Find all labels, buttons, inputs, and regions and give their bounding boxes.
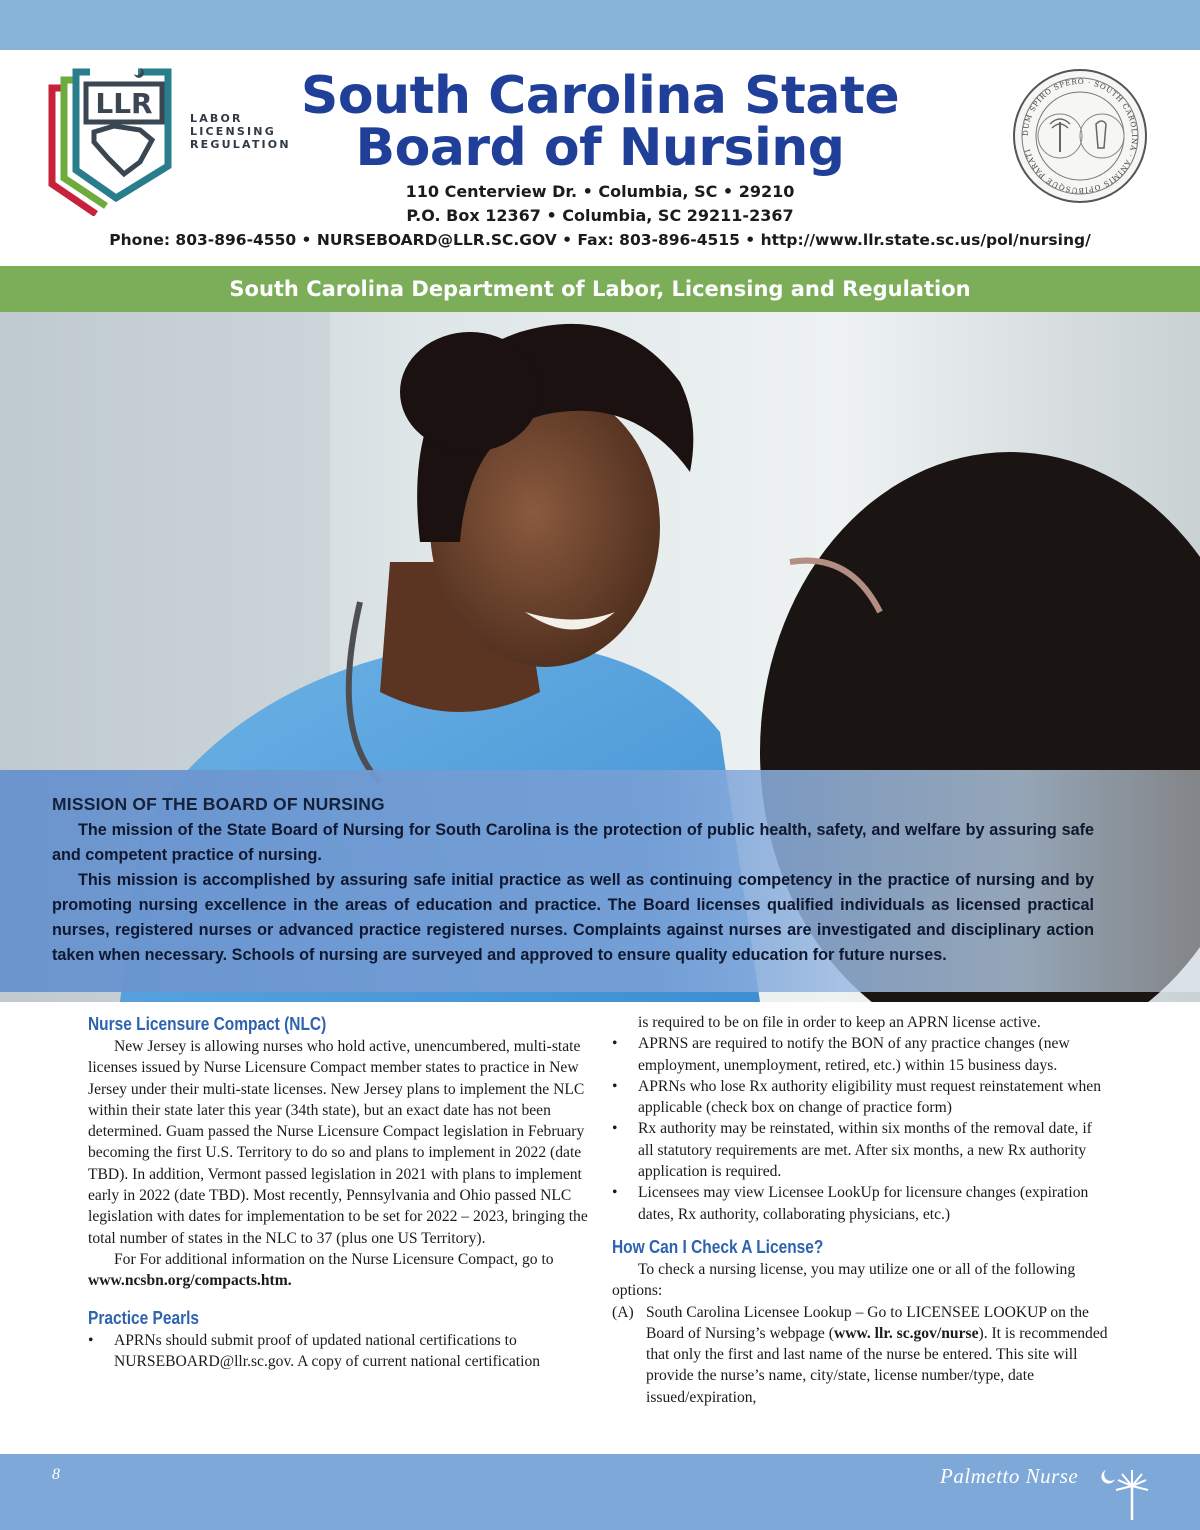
palmetto-moon-icon	[1092, 1464, 1152, 1524]
option-a-text-2: ). It is recommended that only the first and last name of the nurse be entered. This site will provide the nurse’s name, city/state, license number/type, date issued/expiration,	[646, 1324, 1108, 1406]
ncsbn-link[interactable]: www.ncsbn.org/compacts.htm.	[88, 1272, 292, 1290]
check-license-intro: To check a nursing license, you may utilize one or all of the following options:	[612, 1260, 1076, 1300]
practice-pearls-heading: Practice Pearls	[88, 1307, 200, 1328]
contact-line: Phone: 803-896-4550 • NURSEBOARD@LLR.SC.GOV • Fax: 803-896-4515 • http://www.llr.state.sc.us/pol/nursing/	[109, 231, 1091, 249]
mission-panel	[0, 770, 1200, 992]
pearl-bullet-4: • Rx authority may be reinstated, within six months of the removal date, if all statutory requirements are met. After six months, a new Rx authority application is required.	[612, 1118, 1108, 1182]
top-color-band	[0, 0, 1200, 50]
nlc-paragraph-2	[88, 1249, 588, 1292]
nlc-paragraph-1: New Jersey is allowing nurses who hold active, unencumbered, multi-state licenses issued by Nurse Licensure Compact member states to practice in New Jersey under their multi-state licenses. New Jersey plans to implement the NLC within their state later this year (34th state), but an exact date has not been determined. Guam passed the Nurse Licensure Compact legislation in February becoming the first U.S. Territory to do so and plans to implement in 2022 (date TBD). In addition, Vermont passed legislation in 2021 with plans to implement early in 2022 (date TBD). Most recently, Pennsylvania and Ohio passed NLC legislation with dates for implementation to be set for 2022 – 2023, bringing the total number of states in the NLC to 37 (plus one US Territory).	[88, 1038, 588, 1247]
state-seal-icon	[1010, 66, 1150, 206]
mission-text	[52, 818, 1094, 968]
seal-text: DUM SPIRO SPERO · SOUTH CAROLINA · ANIMIS OPIBUSQUE PARATI	[1020, 76, 1140, 196]
right-column	[612, 1012, 1108, 1408]
title-line-2: Board of Nursing	[355, 118, 845, 178]
pearl-bullet-1: • APRNs should submit proof of updated national certifications to NURSEBOARD@llr.sc.gov. A copy of current national certification	[88, 1330, 588, 1373]
option-a-text-1: South Carolina Licensee Lookup – Go to LICENSEE LOOKUP on the Board of Nursing’s webpage (	[646, 1303, 1089, 1342]
pearl-bullet-3: • APRNs who lose Rx authority eligibility must request reinstatement when applicable (check box on change of practice form)	[612, 1076, 1108, 1119]
address-line-1: 110 Centerview Dr. • Columbia, SC • 29210	[405, 182, 795, 201]
check-license-heading: How Can I Check A License?	[612, 1236, 824, 1257]
magazine-name: Palmetto Nurse	[940, 1464, 1079, 1488]
pearl-bullet-2: • APRNS are required to notify the BON of any practice changes (new employment, unemployment, retired, etc.) within 15 business days.	[612, 1033, 1108, 1076]
page-number: 8	[52, 1466, 60, 1483]
page-title	[270, 66, 930, 178]
mission-paragraph-1: The mission of the State Board of Nursing for South Carolina is the protection of public health, safety, and welfare by assuring safe and competent practice of nursing.	[52, 821, 1094, 864]
llr-word-labor: LABOR	[190, 112, 243, 125]
llr-word-regulation: REGULATION	[190, 138, 291, 151]
llr-logo-text: LLR	[95, 87, 153, 120]
address-line-2: P.O. Box 12367 • Columbia, SC 29211-2367	[406, 206, 794, 225]
llr-nurse-link[interactable]: www. llr. sc.gov/nurse	[833, 1324, 979, 1342]
option-a-label: (A)	[612, 1303, 634, 1321]
nlc-paragraph-2-text: For For additional information on the Nurse Licensure Compact, go to	[114, 1250, 554, 1268]
pearl-bullet-5: • Licensees may view Licensee LookUp for licensure changes (expiration dates, Rx authority, collaborating physicians, etc.)	[612, 1182, 1108, 1225]
mission-heading: MISSION OF THE BOARD OF NURSING	[52, 794, 385, 814]
llr-word-licensing: LICENSING	[190, 125, 276, 138]
mission-paragraph-2: This mission is accomplished by assuring safe initial practice as well as continuing competency in the practice of nursing and by promoting nursing excellence in the areas of education and practice. The Board licenses qualified individuals as licensed practical nurses, registered nurses or advanced practice registered nurses. Complaints against nurses are investigated and disciplinary action taken when necessary. Schools of nursing are surveyed and approved to ensure quality education for future nurses.	[52, 871, 1094, 964]
page-footer	[0, 1454, 1200, 1530]
nlc-heading: Nurse Licensure Compact (NLC)	[88, 1014, 327, 1034]
pearls-list-start	[88, 1330, 588, 1373]
check-option-a	[612, 1302, 1108, 1408]
department-banner: South Carolina Department of Labor, Licensing and Regulation	[0, 266, 1200, 312]
title-line-1: South Carolina State	[300, 66, 900, 126]
pearl-bullet-1-continued: is required to be on file in order to keep an APRN license active.	[638, 1014, 1041, 1031]
left-column	[88, 1012, 588, 1372]
pearls-list	[612, 1033, 1108, 1225]
